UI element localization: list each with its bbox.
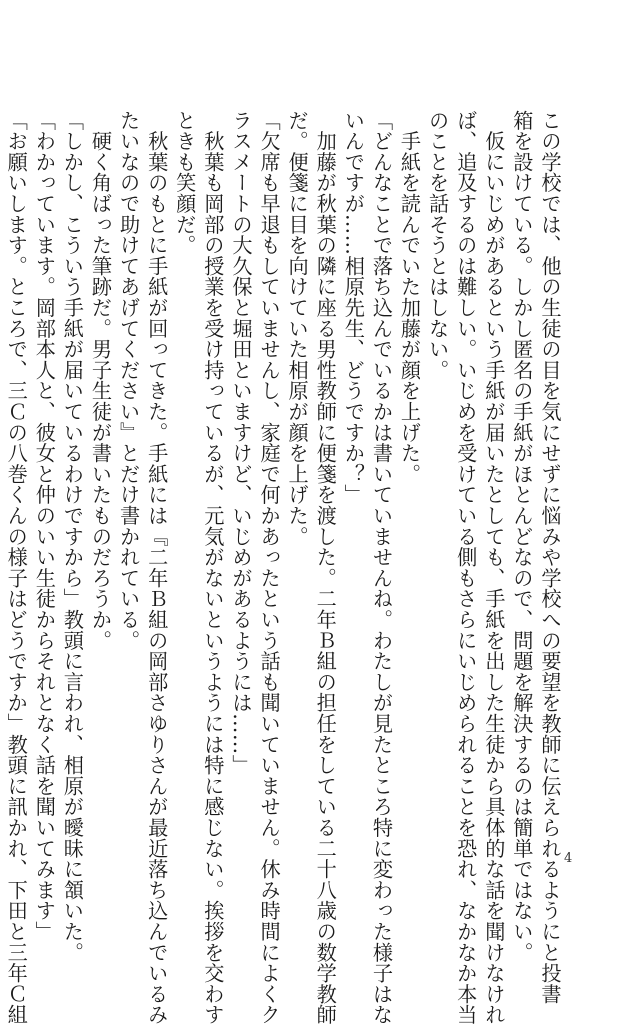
- text-line: のことを話そうとはしない。: [425, 110, 450, 381]
- vertical-text-block: [4, 110, 564, 1025]
- text-line: 「しかし、こういう手紙が届いているわけですから」教頭に言われ、相原が曖昧に頷いた。: [60, 110, 85, 963]
- text-line: いんですが……相原先生、どうですか？」: [341, 110, 366, 506]
- text-line: 硬く角ばった筆跡だ。男子生徒が書いたものだろうか。: [88, 110, 113, 651]
- text-line: 「欠席も早退もしていませんし、家庭で何かあったという話も聞いていません。休み時間によくク: [257, 110, 282, 1025]
- text-line: 秋葉も岡部の授業を受け持っているが、元気がないというようには特に感じない。挨拶を交わす: [200, 110, 225, 1025]
- text-line: だ。便箋に目を向けていた相原が顔を上げた。: [285, 110, 310, 547]
- text-line: 箱を設けている。しかし匿名の手紙がほとんどなので、問題を解決するのは簡単ではない。: [509, 110, 534, 963]
- text-line: 「お願いします。ところで、三Ｃの八巻くんの様子はどうですか」教頭に訊かれ、下田と三年Ｃ組: [4, 110, 29, 1025]
- text-line: 加藤が秋葉の隣に座る男性教師に便箋を渡した。二年Ｂ組の担任をしている二十八歳の数学教師: [313, 110, 338, 1025]
- page-number: 4: [564, 851, 573, 866]
- text-line: この学校では、他の生徒の目を気にせずに悩みや学校への要望を教師に伝えられるようにと投書: [538, 110, 562, 1005]
- text-line: ときも笑顔だ。: [172, 110, 197, 256]
- text-line: ラスメートの大久保と堀田といますけど、いじめがあるようには……」: [228, 110, 253, 776]
- text-line: 手紙を読んでいた加藤が顔を上げた。: [397, 110, 422, 485]
- text-line: 「どんなことで落ち込んでいるかは書いていませんね。わたしが見たところ特に変わった様子はな: [369, 110, 394, 1025]
- text-line: たいなので助けてあげてください』とだけ書かれている。: [116, 110, 141, 651]
- text-line: 仮にいじめがあるという手紙が届いたとしても、手紙を出した生徒から具体的な話を聞けなけれ: [481, 110, 506, 1025]
- text-line: ば、追及するのは難しい。いじめを受けている側もさらにいじめられることを恐れ、なかなか本当: [453, 110, 478, 1025]
- text-line: 秋葉のもとに手紙が回ってきた。手紙には『二年Ｂ組の岡部さゆりさんが最近落ち込んでいるみ: [144, 110, 169, 1025]
- text-line: 「わかっています。岡部本人と、彼女と仲のいい生徒からそれとなく話を聞いてみます」: [32, 110, 57, 942]
